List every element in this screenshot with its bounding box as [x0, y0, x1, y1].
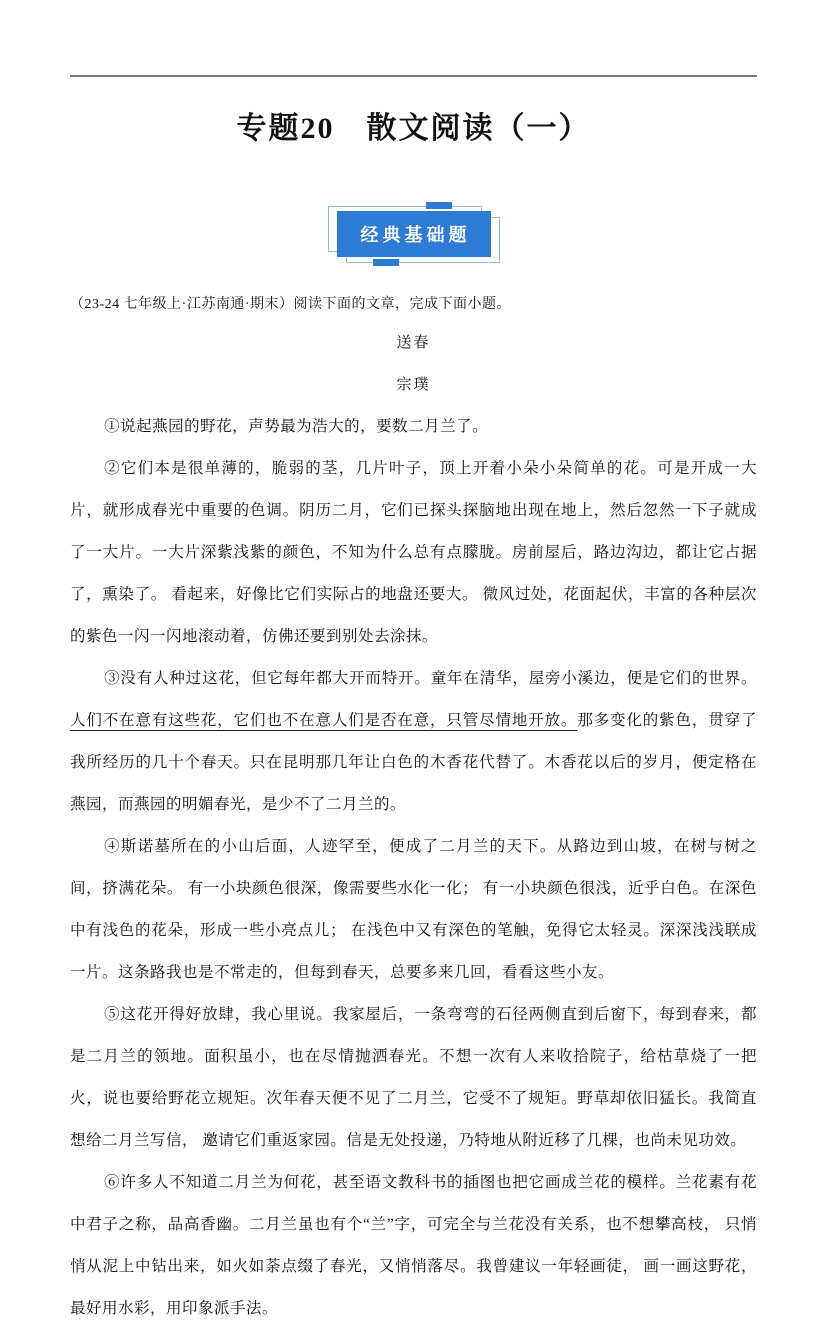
- paragraph-2: [70, 448, 757, 658]
- paragraph-6: [70, 1162, 757, 1330]
- badge-tab-bottom: [373, 259, 399, 266]
- paragraph-4: [70, 826, 757, 994]
- section-badge: [337, 211, 491, 257]
- paragraph-text: ⑥许多人不知道二月兰为何花，甚至语文教科书的插图也把它画成兰花的模样。兰花素有花中君子之称，品高香幽。二月兰虽也有个“兰”字，可完全与兰花没有关系，也不想攀高枝， 只悄悄从泥上中钻出来，如火如荼点缀了春光，又悄悄落尽。我曾建议一年轻画徒， 画一画这野花，最好用水彩，用印象派手法。: [70, 1174, 757, 1317]
- paragraph-text: ①说起燕园的野花，声势最为浩大的，要数二月兰了。: [104, 418, 489, 435]
- paragraph-5: [70, 994, 757, 1162]
- page-title: 专题20 散文阅读（一）: [236, 112, 591, 145]
- article-title: 送春: [396, 335, 431, 351]
- article-body: [70, 406, 757, 1330]
- paragraph-text: ④斯诺墓所在的小山后面，人迹罕至，便成了二月兰的天下。从路边到山坡，在树与树之间，挤满花朵。 有一小块颜色很深，像需要些水化一化； 有一小块颜色很浅，近乎白色。在深色中有浅色的花朵，形成一些小亮点儿； 在浅色中又有深色的笔触，免得它太轻灵。深深浅浅联成一片。这条路我也是不常走的，但每到春天，总要多来几回，看看这些小友。: [70, 838, 757, 981]
- badge-tab-top: [426, 202, 452, 209]
- paragraph-1: [70, 406, 757, 448]
- paragraph-underlined-text: 人们不在意有这些花，它们也不在意人们是否在意，只管尽情地开放。: [70, 712, 578, 729]
- question-source-line: （23-24 七年级上·江苏南通·期末）阅读下面的文章，完成下面小题。: [70, 297, 511, 312]
- badge-label: 经典基础题: [337, 211, 491, 257]
- article-author: 宗璞: [396, 377, 431, 393]
- paragraph-text: ②它们本是很单薄的，脆弱的茎，几片叶子，顶上开着小朵小朵简单的花。可是开成一大片，就形成春光中重要的色调。阴历二月，它们已探头探脑地出现在地上，然后忽然一下子就成了一大片。一大片深紫浅紫的颜色，不知为什么总有点朦胧。房前屋后，路边沟边，都让它占据了，熏染了。 看起来，好像比它们实际占的地盘还要大。 微风过处，花面起伏，丰富的各种层次的紫色一闪一闪地滚动着，仿佛还要到别处去涂抹。: [70, 460, 757, 645]
- paragraph-text: 那多变化的紫色，贯穿了我所经历的几十个春天。只在昆明那几年让白色的木香花代替了。木香花以后的岁月，便定格在燕园，而燕园的明媚春光，是少不了二月兰的。: [70, 712, 757, 813]
- section-badge-area: [70, 211, 757, 271]
- paragraph-text: ⑤这花开得好放肆，我心里说。我家屋后，一条弯弯的石径两侧直到后窗下，每到春来，都是二月兰的领地。面积虽小，也在尽情抛洒春光。不想一次有人来收拾院子，给枯草烧了一把火，说也要给野花立规矩。次年春天便不见了二月兰，它受不了规矩。野草却依旧猛长。我简直想给二月兰写信， 邀请它们重返家园。信是无处投递，乃特地从附近移了几棵，也尚未见功效。: [70, 1006, 757, 1149]
- top-divider: [70, 75, 757, 77]
- paragraph-3: [70, 658, 757, 826]
- paragraph-text: ③没有人种过这花，但它每年都大开而特开。童年在清华，屋旁小溪边，便是它们的世界。: [104, 670, 757, 687]
- document-page: [0, 75, 827, 1330]
